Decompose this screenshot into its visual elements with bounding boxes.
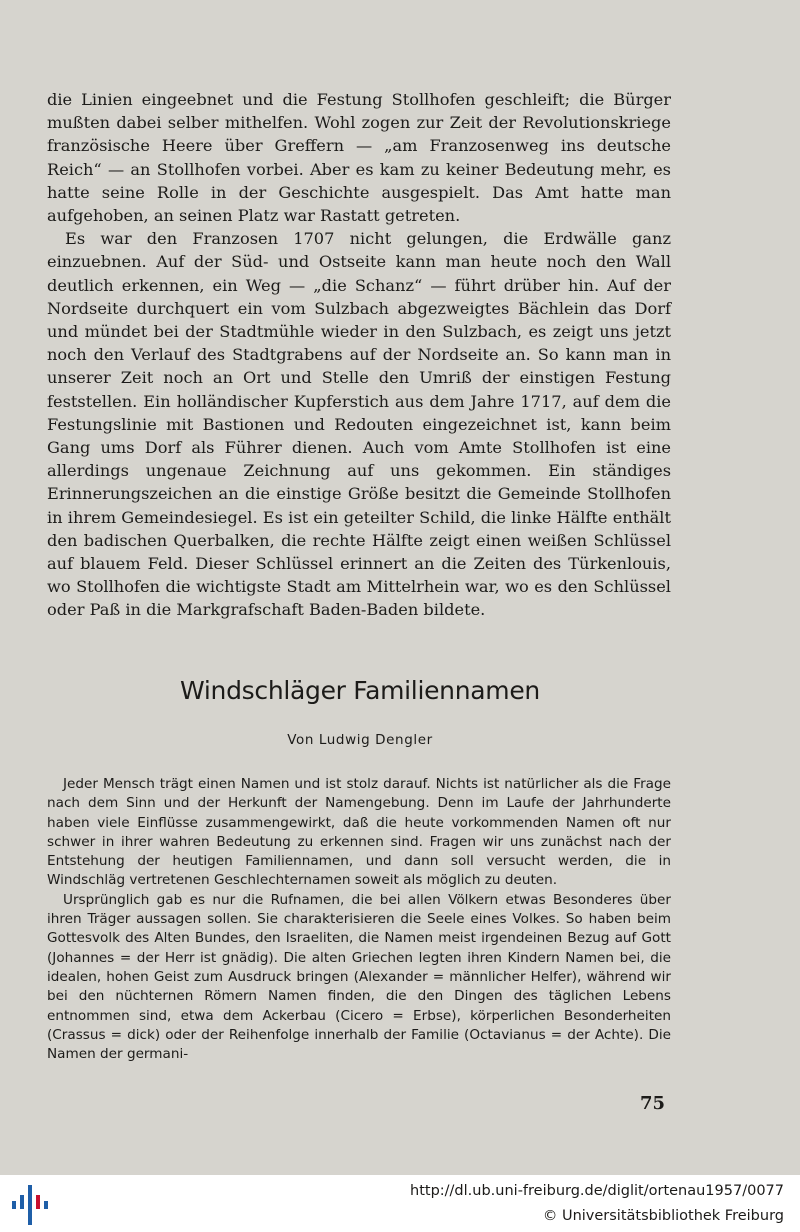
university-library-logo-icon [10, 1183, 50, 1227]
footer-bar [0, 1175, 800, 1232]
article-paragraph-2: Ursprünglich gab es nur die Rufnamen, die bei allen Völkern etwas Besonderes über ihren Träger aussagen sollen. Sie charakterisieren die Seele eines Volkes. So haben beim Gottesvolk des Alten Bundes, den Israeliten, die Namen meist irgendeinen Bezug auf Gott (Johannes = der Herr ist gnädig). Die alten Griechen legten ihren Kindern Namen bei, die idealen, hohen Geist zum Ausdruck bringen (Alexander = männlicher Helfer), während wir bei den nüchternen Römern Namen finden, die den Dingen des täglichen Lebens entnommen sind, etwa dem Ackerbau (Cicero = Erbse), körperlichen Besonderheiten (Crassus = dick) oder der Reihenfolge innerhalb der Familie (Octavianus = der Achte). Die Namen der germani- [47, 891, 671, 1063]
article-body [47, 775, 671, 1064]
page-number: 75 [640, 1093, 666, 1114]
article-author: Von Ludwig Dengler [287, 732, 433, 748]
source-url-link[interactable]: http://dl.ub.uni-freiburg.de/diglit/ortenau1957/0077 [410, 1183, 784, 1199]
article-paragraph-1: Jeder Mensch trägt einen Namen und ist stolz darauf. Nichts ist natürlicher als die Frage nach dem Sinn und der Herkunft der Namengebung. Denn im Laufe der Jahrhunderte haben viele Einflüsse zusammengewirkt, daß die heute vorkommenden Namen oft nur schwer in ihrer wahren Bedeutung zu erkennen sind. Fragen wir uns zunächst nach der Entstehung der heutigen Familiennamen, und dann soll versucht werden, die in Windschläg vertretenen Geschlechternamen soweit als möglich zu deuten. [47, 776, 671, 889]
article-title: Windschläger Familiennamen [180, 676, 540, 705]
upper-paragraph-2: Es war den Franzosen 1707 nicht gelungen, die Erdwälle ganz einzuebnen. Auf der Süd- und Ostseite kann man heute noch den Wall deutlich erkennen, ein Weg — „die Schanz“ — führt drüber hin. Auf der Nordseite durchquert ein vom Sulzbach abgezweigtes Bächlein das Dorf und mündet bei der Stadtmühle wieder in den Sulzbach, es zeigt uns jetzt noch den Verlauf des Stadtgrabens auf der Nordseite an. So kann man in unserer Zeit noch an Ort und Stelle den Umriß der einstigen Festung feststellen. Ein holländischer Kupferstich aus dem Jahre 1717, auf dem die Festungslinie mit Bastionen und Redouten eingezeichnet ist, kann beim Gang ums Dorf als Führer dienen. Auch vom Amte Stollhofen ist eine allerdings ungenaue Zeichnung auf uns gekommen. Ein ständiges Erinnerungszeichen an die einstige Größe besitzt die Gemeinde Stollhofen in ihrem Gemeindesiegel. Es ist ein geteilter Schild, die linke Hälfte enthält den badischen Querbalken, die rechte Hälfte zeigt einen weißen Schlüssel auf blauem Feld. Dieser Schlüssel erinnert an die Zeiten des Türkenlouis, wo Stollhofen die wichtigste Stadt am Mittelrhein war, wo es den Schlüssel oder Paß in die Markgrafschaft Baden-Baden bildete. [47, 229, 671, 620]
copyright-text: © Universitätsbibliothek Freiburg [542, 1208, 784, 1224]
upper-paragraph-1: die Linien eingeebnet und die Festung Stollhofen geschleift; die Bürger mußten dabei selber mithelfen. Wohl zogen zur Zeit der Revolutionskriege französische Heere über Greffern — „am Franzosenweg ins deutsche Reich“ — an Stollhofen vorbei. Aber es kam zu keiner Bedeutung mehr, es hatte seine Rolle in der Geschichte ausgespielt. Das Amt hatte man aufgehoben, an seinen Platz war Rastatt getreten. [47, 90, 671, 226]
upper-text-block [47, 88, 671, 622]
